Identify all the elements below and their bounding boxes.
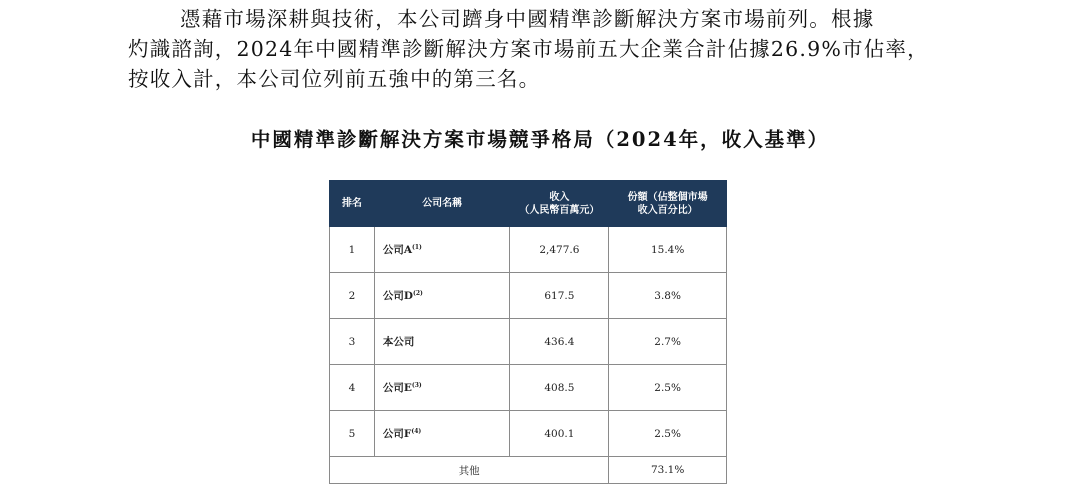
cell-revenue: 408.5 bbox=[510, 365, 609, 411]
cell-revenue: 436.4 bbox=[510, 319, 609, 365]
cell-rank: 3 bbox=[330, 319, 375, 365]
header-share-line2: 收入百分比） bbox=[637, 204, 698, 216]
cell-share: 15.4% bbox=[609, 227, 727, 273]
cell-rank: 1 bbox=[330, 227, 375, 273]
table-row bbox=[330, 227, 727, 273]
header-share-line1: 份額（佔整個市場 bbox=[627, 191, 708, 203]
cell-company bbox=[374, 365, 510, 411]
cell-company bbox=[374, 273, 510, 319]
cell-share: 2.5% bbox=[609, 365, 727, 411]
header-company: 公司名稱 bbox=[374, 181, 510, 227]
company-name: 公司D bbox=[382, 290, 413, 302]
market-ranking-table bbox=[329, 180, 727, 484]
footnote-marker: (3) bbox=[411, 382, 422, 389]
paragraph-line: 按收入計，本公司位列前五強中的第三名。 bbox=[128, 67, 541, 91]
cell-share: 2.7% bbox=[609, 319, 727, 365]
paragraph-line: 憑藉市場深耕與技術，本公司躋身中國精準診斷解決方案市場前列。根據 bbox=[180, 7, 875, 31]
header-revenue bbox=[510, 181, 609, 227]
paragraph-line: 灼識諮詢，2024年中國精準診斷解決方案市場前五大企業合計佔據26.9%市佔率， bbox=[128, 37, 929, 61]
table-row bbox=[330, 365, 727, 411]
body-paragraph bbox=[128, 4, 958, 94]
table-row-other bbox=[330, 457, 727, 484]
footnote-marker: (4) bbox=[411, 428, 422, 435]
cell-rank: 4 bbox=[330, 365, 375, 411]
header-rank: 排名 bbox=[330, 181, 375, 227]
table-row bbox=[330, 411, 727, 457]
cell-revenue: 617.5 bbox=[510, 273, 609, 319]
cell-company bbox=[374, 411, 510, 457]
cell-share: 3.8% bbox=[609, 273, 727, 319]
table-header-row bbox=[330, 181, 727, 227]
footnote-marker: (1) bbox=[412, 244, 422, 251]
header-revenue-line1: 收入 bbox=[549, 191, 570, 203]
footnote-marker: (2) bbox=[413, 290, 423, 297]
cell-revenue: 2,477.6 bbox=[510, 227, 609, 273]
header-revenue-line2: （人民幣百萬元） bbox=[519, 204, 600, 216]
cell-other-label: 其他 bbox=[330, 457, 609, 484]
cell-other-share: 73.1% bbox=[609, 457, 727, 484]
company-name: 本公司 bbox=[382, 336, 415, 348]
cell-company bbox=[374, 319, 510, 365]
cell-company bbox=[374, 227, 510, 273]
table-row bbox=[330, 273, 727, 319]
header-share bbox=[609, 181, 727, 227]
table-title: 中國精準診斷解決方案市場競爭格局（2024年，收入基準） bbox=[250, 128, 830, 151]
table-row bbox=[330, 319, 727, 365]
company-name: 公司F bbox=[382, 428, 412, 440]
cell-share: 2.5% bbox=[609, 411, 727, 457]
cell-revenue: 400.1 bbox=[510, 411, 609, 457]
company-name: 公司A bbox=[382, 244, 413, 256]
cell-rank: 2 bbox=[330, 273, 375, 319]
company-name: 公司E bbox=[382, 382, 412, 394]
cell-rank: 5 bbox=[330, 411, 375, 457]
